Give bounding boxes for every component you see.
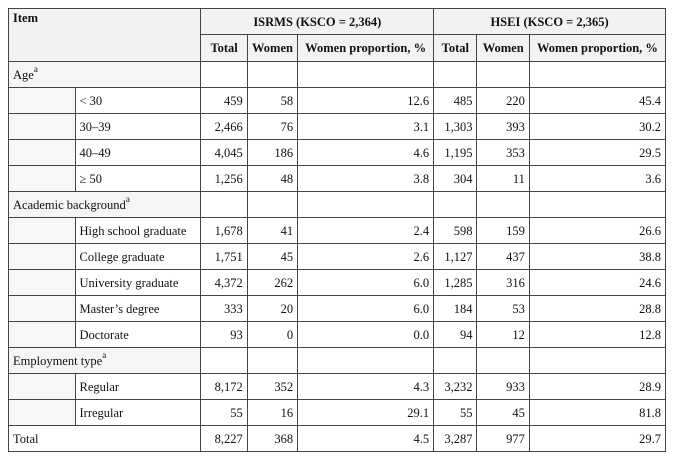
value-cell: 6.0	[298, 296, 434, 322]
empty-cell	[529, 62, 665, 88]
table-row	[9, 374, 666, 400]
value-cell: 485	[434, 88, 477, 114]
value-cell: 184	[434, 296, 477, 322]
row-label: Irregular	[75, 400, 201, 426]
indent-cell	[9, 400, 76, 426]
section-row	[9, 192, 666, 218]
empty-cell	[247, 62, 297, 88]
value-cell: 316	[477, 270, 529, 296]
empty-cell	[201, 348, 247, 374]
value-cell: 3.1	[298, 114, 434, 140]
total-value: 29.7	[529, 426, 665, 452]
value-cell: 30.2	[529, 114, 665, 140]
header-row-1	[9, 9, 666, 35]
section-row	[9, 348, 666, 374]
value-cell: 333	[201, 296, 247, 322]
empty-cell	[298, 192, 434, 218]
value-cell: 48	[247, 166, 297, 192]
value-cell: 20	[247, 296, 297, 322]
empty-cell	[434, 62, 477, 88]
empty-cell	[247, 192, 297, 218]
value-cell: 1,195	[434, 140, 477, 166]
value-cell: 186	[247, 140, 297, 166]
value-cell: 8,172	[201, 374, 247, 400]
value-cell: 12.8	[529, 322, 665, 348]
value-cell: 1,751	[201, 244, 247, 270]
empty-cell	[477, 348, 529, 374]
value-cell: 220	[477, 88, 529, 114]
row-label: Regular	[75, 374, 201, 400]
value-cell: 393	[477, 114, 529, 140]
value-cell: 1,256	[201, 166, 247, 192]
table-body	[9, 62, 666, 452]
section-label	[9, 62, 201, 88]
item-header: Item	[9, 9, 201, 62]
table-row	[9, 270, 666, 296]
value-cell: 16	[247, 400, 297, 426]
value-cell: 4.3	[298, 374, 434, 400]
section-label-text: Academic background	[13, 197, 126, 212]
indent-cell	[9, 322, 76, 348]
section-label-text: Employment type	[13, 353, 103, 368]
row-label: 30–39	[75, 114, 201, 140]
table-row	[9, 322, 666, 348]
empty-cell	[298, 62, 434, 88]
empty-cell	[529, 192, 665, 218]
footnote-mark: a	[125, 194, 130, 205]
value-cell: 29.5	[529, 140, 665, 166]
value-cell: 459	[201, 88, 247, 114]
value-cell: 1,285	[434, 270, 477, 296]
total-row	[9, 426, 666, 452]
value-cell: 4.6	[298, 140, 434, 166]
value-cell: 353	[477, 140, 529, 166]
table-row	[9, 88, 666, 114]
value-cell: 598	[434, 218, 477, 244]
table-row	[9, 244, 666, 270]
value-cell: 26.6	[529, 218, 665, 244]
empty-cell	[298, 348, 434, 374]
indent-cell	[9, 140, 76, 166]
section-label	[9, 192, 201, 218]
value-cell: 41	[247, 218, 297, 244]
col-header: Women proportion, %	[529, 35, 665, 62]
indent-cell	[9, 166, 76, 192]
value-cell: 55	[434, 400, 477, 426]
value-cell: 1,127	[434, 244, 477, 270]
value-cell: 3.6	[529, 166, 665, 192]
value-cell: 1,678	[201, 218, 247, 244]
row-label: 40–49	[75, 140, 201, 166]
value-cell: 45.4	[529, 88, 665, 114]
value-cell: 58	[247, 88, 297, 114]
value-cell: 6.0	[298, 270, 434, 296]
row-label: College graduate	[75, 244, 201, 270]
value-cell: 4,045	[201, 140, 247, 166]
value-cell: 262	[247, 270, 297, 296]
value-cell: 0	[247, 322, 297, 348]
section-row	[9, 62, 666, 88]
value-cell: 81.8	[529, 400, 665, 426]
value-cell: 28.9	[529, 374, 665, 400]
value-cell: 11	[477, 166, 529, 192]
indent-cell	[9, 270, 76, 296]
hsei-group-header: HSEI (KSCO = 2,365)	[434, 9, 666, 35]
indent-cell	[9, 296, 76, 322]
footnote-mark: a	[102, 350, 107, 361]
isrms-group-header: ISRMS (KSCO = 2,364)	[201, 9, 434, 35]
value-cell: 12.6	[298, 88, 434, 114]
table-row	[9, 166, 666, 192]
empty-cell	[247, 348, 297, 374]
footnote-mark: a	[33, 64, 38, 75]
total-value: 8,227	[201, 426, 247, 452]
empty-cell	[434, 192, 477, 218]
value-cell: 38.8	[529, 244, 665, 270]
total-label: Total	[9, 426, 201, 452]
value-cell: 55	[201, 400, 247, 426]
col-header: Women proportion, %	[298, 35, 434, 62]
value-cell: 24.6	[529, 270, 665, 296]
table-row	[9, 140, 666, 166]
section-label	[9, 348, 201, 374]
value-cell: 304	[434, 166, 477, 192]
indent-cell	[9, 88, 76, 114]
empty-cell	[477, 192, 529, 218]
row-label: University graduate	[75, 270, 201, 296]
value-cell: 933	[477, 374, 529, 400]
empty-cell	[201, 62, 247, 88]
empty-cell	[434, 348, 477, 374]
value-cell: 45	[247, 244, 297, 270]
value-cell: 76	[247, 114, 297, 140]
empty-cell	[201, 192, 247, 218]
value-cell: 53	[477, 296, 529, 322]
value-cell: 2.4	[298, 218, 434, 244]
total-value: 368	[247, 426, 297, 452]
table-row	[9, 218, 666, 244]
row-label: ≥ 50	[75, 166, 201, 192]
value-cell: 4,372	[201, 270, 247, 296]
total-value: 4.5	[298, 426, 434, 452]
total-value: 977	[477, 426, 529, 452]
table-row	[9, 114, 666, 140]
row-label: High school graduate	[75, 218, 201, 244]
value-cell: 93	[201, 322, 247, 348]
indent-cell	[9, 218, 76, 244]
value-cell: 437	[477, 244, 529, 270]
indent-cell	[9, 244, 76, 270]
data-table	[8, 8, 666, 452]
empty-cell	[529, 348, 665, 374]
value-cell: 1,303	[434, 114, 477, 140]
row-label: Master’s degree	[75, 296, 201, 322]
total-value: 3,287	[434, 426, 477, 452]
indent-cell	[9, 374, 76, 400]
value-cell: 3.8	[298, 166, 434, 192]
value-cell: 45	[477, 400, 529, 426]
section-label-text: Age	[13, 67, 34, 82]
value-cell: 12	[477, 322, 529, 348]
col-header: Total	[201, 35, 247, 62]
col-header: Women	[477, 35, 529, 62]
value-cell: 159	[477, 218, 529, 244]
row-label: Doctorate	[75, 322, 201, 348]
value-cell: 2,466	[201, 114, 247, 140]
row-label: < 30	[75, 88, 201, 114]
value-cell: 0.0	[298, 322, 434, 348]
value-cell: 352	[247, 374, 297, 400]
col-header: Total	[434, 35, 477, 62]
value-cell: 28.8	[529, 296, 665, 322]
col-header: Women	[247, 35, 297, 62]
value-cell: 29.1	[298, 400, 434, 426]
value-cell: 2.6	[298, 244, 434, 270]
indent-cell	[9, 114, 76, 140]
empty-cell	[477, 62, 529, 88]
table-row	[9, 296, 666, 322]
value-cell: 94	[434, 322, 477, 348]
value-cell: 3,232	[434, 374, 477, 400]
table-row	[9, 400, 666, 426]
